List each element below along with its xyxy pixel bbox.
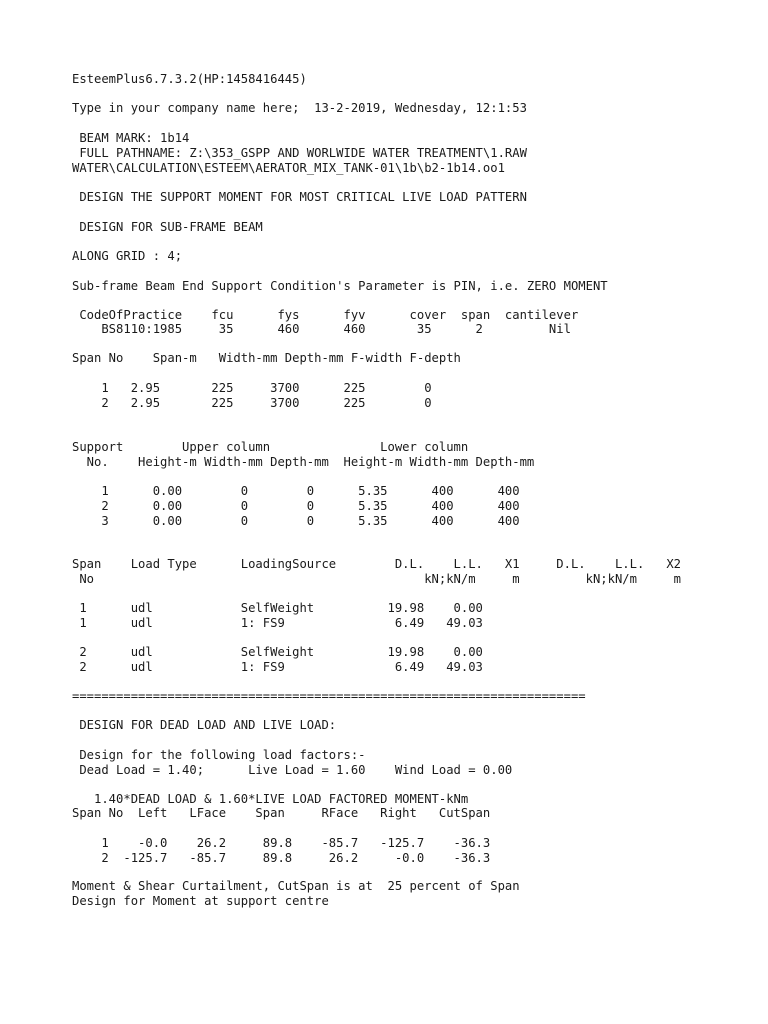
load-design-title: DESIGN FOR DEAD LOAD AND LIVE LOAD: <box>72 718 337 732</box>
beam-mark: BEAM MARK: 1b14 <box>72 131 190 145</box>
load-factors-title: Design for the following load factors:- <box>72 748 366 762</box>
load-factors: Dead Load = 1.40; Live Load = 1.60 Wind Load = 0.00 <box>72 763 513 777</box>
grid-note: ALONG GRID : 4; <box>72 249 183 263</box>
support-table-subheader: No. Height-m Width-mm Depth-mm Height-m Width-mm Depth-mm <box>72 455 535 469</box>
span-table-row: 2 2.95 225 3700 225 0 <box>72 396 432 410</box>
company-date-line: Type in your company name here; 13-2-2019, Wednesday, 12:1:53 <box>72 101 527 115</box>
load-table-row: 2 udl 1: FS9 6.49 49.03 <box>72 660 483 674</box>
moment-table-header: Span No Left LFace Span RFace Right CutSpan <box>72 806 491 820</box>
full-pathname: FULL PATHNAME: Z:\353_GSPP AND WORLWIDE WATER TREATMENT\1.RAW <box>72 146 527 160</box>
subframe-note: DESIGN FOR SUB-FRAME BEAM <box>72 220 263 234</box>
load-table-row: 1 udl 1: FS9 6.49 49.03 <box>72 616 483 630</box>
load-table-row: 2 udl SelfWeight 19.98 0.00 <box>72 645 483 659</box>
code-table-header: CodeOfPractice fcu fys fyv cover span cantilever <box>72 308 579 322</box>
curtailment-note: Moment & Shear Curtailment, CutSpan is at 25 percent of Span <box>72 879 520 893</box>
support-table-row: 1 0.00 0 0 5.35 400 400 <box>72 484 520 498</box>
support-moment-note: DESIGN THE SUPPORT MOMENT FOR MOST CRITICAL LIVE LOAD PATTERN <box>72 190 527 204</box>
load-table-row: 1 udl SelfWeight 19.98 0.00 <box>72 601 483 615</box>
span-table-header: Span No Span-m Width-mm Depth-mm F-width F-depth <box>72 351 461 365</box>
support-table-header: Support Upper column Lower column <box>72 440 469 454</box>
factored-moment-title: 1.40*DEAD LOAD & 1.60*LIVE LOAD FACTORED MOMENT-kNm <box>72 792 469 806</box>
load-table-units: No kN;kN/m m kN;kN/m m <box>72 572 682 586</box>
moment-table-row: 2 -125.7 -85.7 89.8 26.2 -0.0 -36.3 <box>72 851 491 865</box>
support-table-row: 3 0.00 0 0 5.35 400 400 <box>72 514 520 528</box>
design-moment-note: Design for Moment at support centre <box>72 894 329 908</box>
load-table-header: Span Load Type LoadingSource D.L. L.L. X1 D.L. L.L. X2 <box>72 557 682 571</box>
separator-line: ====================================================================== <box>72 689 586 703</box>
full-pathname-continued: WATER\CALCULATION\ESTEEM\AERATOR_MIX_TANK-01\1b\b2-1b14.oo1 <box>72 161 505 175</box>
end-support-note: Sub-frame Beam End Support Condition's Parameter is PIN, i.e. ZERO MOMENT <box>72 279 608 293</box>
program-version: EsteemPlus6.7.3.2(HP:1458416445) <box>72 72 307 86</box>
span-table-row: 1 2.95 225 3700 225 0 <box>72 381 432 395</box>
code-table-row: BS8110:1985 35 460 460 35 2 Nil <box>72 322 571 336</box>
moment-table-row: 1 -0.0 26.2 89.8 -85.7 -125.7 -36.3 <box>72 836 491 850</box>
support-table-row: 2 0.00 0 0 5.35 400 400 <box>72 499 520 513</box>
